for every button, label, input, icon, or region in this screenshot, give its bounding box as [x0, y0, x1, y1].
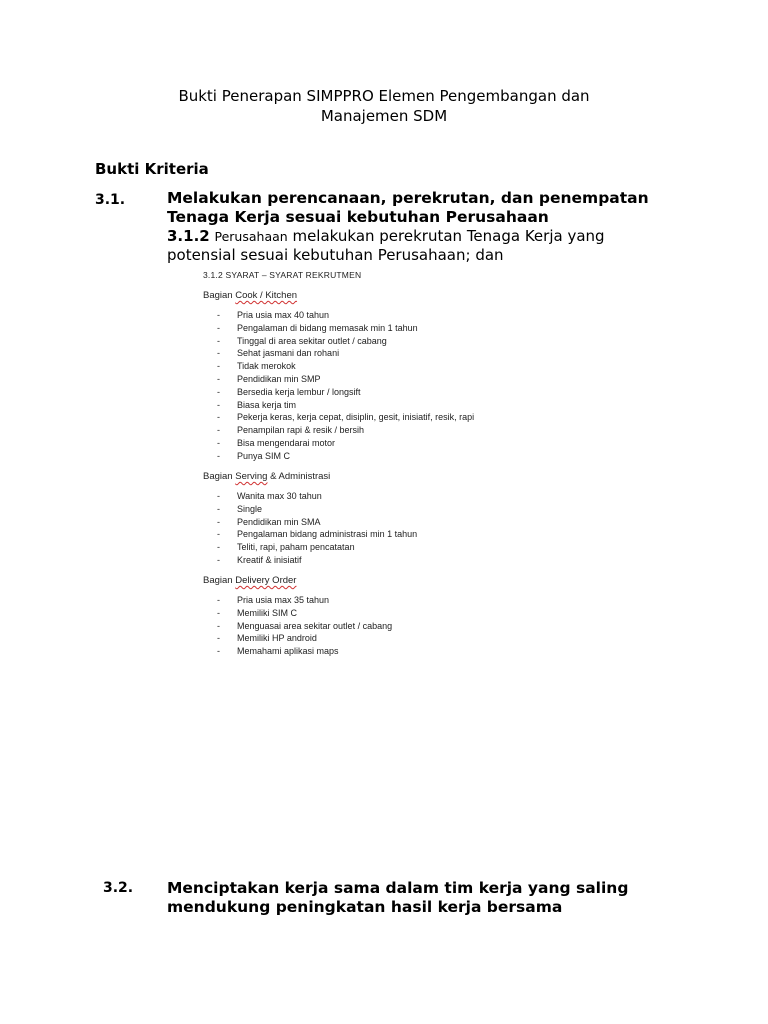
section-3-1-title-line-1: Melakukan perencanaan, perekrutan, dan penempatan — [167, 189, 649, 207]
list-item: - Bisa mengendarai motor — [217, 437, 336, 448]
list-item: - Wanita max 30 tahun — [217, 491, 322, 501]
section-3-1-title — [167, 189, 649, 227]
list-item: - Penampilan rapi & resik / bersih — [217, 425, 365, 436]
list-item: - Tidak merokok — [217, 361, 296, 372]
section-3-1-title-line-2: Tenaga Kerja sesuai kebutuhan Perusahaan — [167, 208, 549, 226]
list-item: - Kreatif & inisiatif — [217, 554, 302, 565]
list-item: - Punya SIM C — [217, 450, 291, 461]
list-item: - Memahami aplikasi maps — [217, 646, 339, 657]
group-serving-admin-list — [217, 490, 417, 567]
list-item: - Pengalaman bidang administrasi min 1 tahun — [217, 529, 418, 540]
section-3-2-title-line-2: mendukung peningkatan hasil kerja bersama — [167, 898, 563, 916]
list-item: - Sehat jasmani dan rohani — [217, 348, 340, 359]
subsection-text-line-1: melakukan perekrutan Tenaga Kerja yang — [292, 227, 605, 245]
subsection-number: 3.1.2 — [167, 227, 210, 245]
list-item: - Pendidikan min SMP — [217, 373, 321, 384]
section-3-2-title — [167, 879, 628, 917]
group-cook-kitchen-list — [217, 309, 474, 463]
document-title — [0, 86, 768, 126]
subsection-text-line-2: potensial sesuai kebutuhan Perusahaan; dan — [167, 246, 504, 264]
criteria-heading: Bukti Kriteria — [95, 160, 209, 178]
list-item: - Menguasai area sekitar outlet / cabang — [217, 620, 393, 631]
list-item: - Memiliki HP android — [217, 633, 317, 644]
group-delivery-order-title: Bagian Delivery Order — [203, 575, 297, 586]
list-item: - Pria usia max 40 tahun — [217, 310, 330, 320]
scan-caption: 3.1.2 SYARAT – SYARAT REKRUTMEN — [203, 270, 362, 280]
list-item: - Pengalaman di bidang memasak min 1 tahun — [217, 322, 418, 333]
list-item: - Pria usia max 35 tahun — [217, 595, 330, 605]
subsection-word: Perusahaan — [214, 229, 288, 244]
list-item: - Teliti, rapi, paham pencatatan — [217, 542, 355, 553]
subsection-3-1-2 — [167, 227, 605, 265]
list-item: - Biasa kerja tim — [217, 399, 297, 410]
title-line-1: Bukti Penerapan SIMPPRO Elemen Pengembangan dan — [178, 87, 590, 105]
section-3-2-title-line-1: Menciptakan kerja sama dalam tim kerja yang saling — [167, 879, 629, 897]
list-item: - Pekerja keras, kerja cepat, disiplin, gesit, inisiatif, resik, rapi — [217, 412, 475, 423]
list-item: - Memiliki SIM C — [217, 607, 297, 618]
title-line-2: Manajemen SDM — [320, 107, 448, 125]
section-3-2-number: 3.2. — [103, 880, 134, 896]
list-item: - Tinggal di area sekitar outlet / cabang — [217, 335, 387, 346]
group-serving-admin-title: Bagian Serving & Administrasi — [203, 471, 331, 482]
list-item: - Single — [217, 503, 263, 514]
list-item: - Pendidikan min SMA — [217, 516, 321, 527]
group-delivery-order-list — [217, 594, 392, 658]
group-cook-kitchen-title: Bagian Cook / Kitchen — [203, 290, 298, 301]
section-3-1-number: 3.1. — [95, 192, 126, 208]
list-item: - Bersedia kerja lembur / longsift — [217, 386, 361, 397]
